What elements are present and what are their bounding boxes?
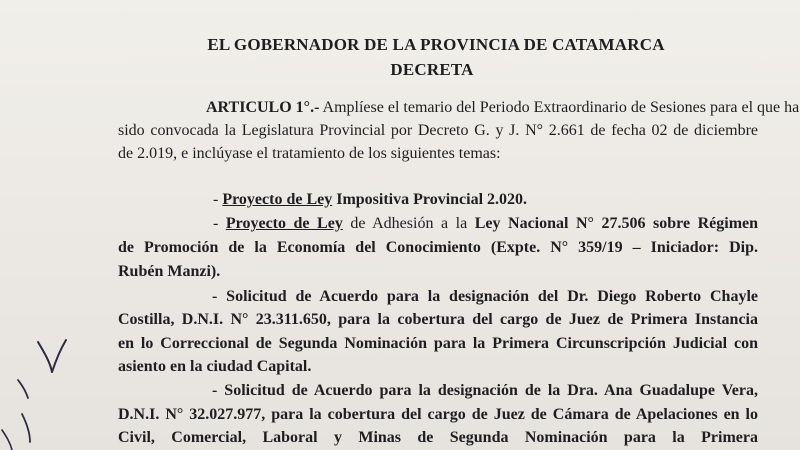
- item-1-bullet: -: [213, 191, 223, 208]
- article-label: ARTICULO 1°.-: [206, 99, 320, 116]
- item-2-bullet: -: [213, 215, 226, 232]
- list-item-2-line-1: [213, 214, 758, 234]
- article-line-3: de 2.019, e inclúyase el tratamiento de los siguientes temas:: [118, 145, 501, 162]
- article-line-1: [206, 98, 800, 118]
- list-item-3-line-4: asiento en la ciudad Capital.: [118, 358, 312, 375]
- decree-heading: EL GOBERNADOR DE LA PROVINCIA DE CATAMARCA: [207, 35, 665, 54]
- list-item-4-line-1: - Solicitud de Acuerdo para la designación de la Dra. Ana Guadalupe Vera,: [212, 382, 758, 399]
- list-item-2-line-3: Rubén Manzi).: [118, 263, 221, 280]
- article-line-2: sido convocada la Legislatura Provincial por Decreto G. y J. N° 2.661 de fecha 02 de diciembre: [118, 122, 758, 139]
- item-2-bill-label: Proyecto de Ley: [225, 215, 343, 232]
- list-item-4-line-2: D.N.I. N° 32.027.977, para la cobertura del cargo de Juez de Cámara de Apelaciones en lo: [118, 406, 758, 423]
- list-item-3-line-3: en lo Correccional de Segunda Nominación para la Primera Circunscripción Judicial con: [118, 335, 758, 352]
- item-2-text-a: de Adhesión a la: [342, 215, 475, 232]
- article-text-1: Amplíese el temario del Periodo Extraordinario de Sesiones para el que ha: [319, 99, 800, 116]
- list-item-2-line-2: de Promoción de la Economía del Conocimiento (Expte. N° 359/19 – Iniciador: Dip.: [118, 239, 758, 256]
- list-item-4-line-3: Civil, Comercial, Laboral y Minas de Segunda Nominación para la Primera: [118, 429, 758, 446]
- list-item-3-line-2: Costilla, D.N.I. N° 23.311.650, para la cobertura del cargo de Juez de Primera Instancia: [118, 311, 758, 328]
- item-2-text-b: Ley Nacional N° 27.506 sobre Régimen: [474, 215, 759, 232]
- list-item-3-line-1: - Solicitud de Acuerdo para la designación del Dr. Diego Roberto Chayle: [212, 288, 758, 305]
- item-1-text: Impositiva Provincial 2.020.: [332, 191, 528, 208]
- item-1-bill-label: Proyecto de Ley: [222, 191, 333, 208]
- list-item-1: [213, 190, 758, 210]
- decree-subheading: DECRETA: [390, 60, 474, 79]
